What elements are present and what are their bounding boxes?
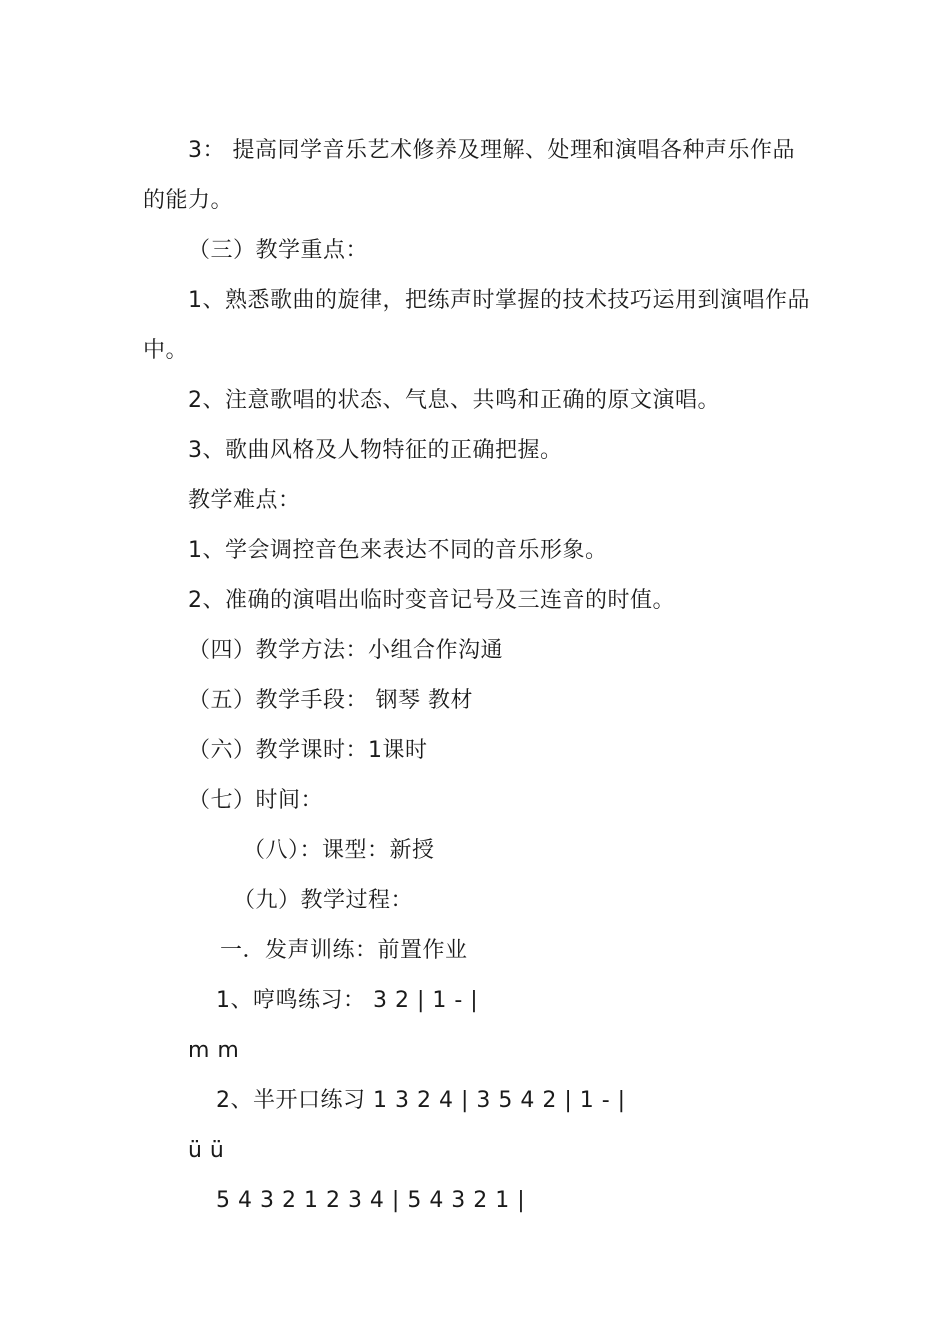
exercise-line: 5 4 3 2 1 2 3 4 | 5 4 3 2 1 |	[216, 1188, 526, 1213]
section-heading: （六）教学课时：1课时	[188, 738, 428, 763]
text-line: 1、学会调控音色来表达不同的音乐形象。	[188, 538, 608, 563]
section-heading: （四）教学方法：小组合作沟通	[188, 638, 504, 663]
section-heading: （八）：课型：新授	[243, 838, 435, 863]
text-line: 的能力。	[143, 188, 234, 213]
exercise-syllables: ü ü	[188, 1138, 225, 1163]
text-line: 3、歌曲风格及人物特征的正确把握。	[188, 438, 563, 463]
exercise-line: 2、半开口练习 1 3 2 4 | 3 5 4 2 | 1 - |	[216, 1088, 626, 1113]
text-line: 2、注意歌唱的状态、气息、共鸣和正确的原文演唱。	[188, 388, 720, 413]
subsection-heading: 一．发声训练：前置作业	[220, 938, 468, 963]
text-line: 3： 提高同学音乐艺术修养及理解、处理和演唱各种声乐作品	[188, 138, 795, 163]
section-heading: （三）教学重点：	[188, 238, 369, 263]
text-line: 中。	[143, 338, 189, 363]
exercise-line: 1、哼鸣练习： 3 2 | 1 - |	[216, 988, 479, 1013]
section-heading: （五）教学手段： 钢琴 教材	[188, 688, 473, 713]
section-heading: （七）时间：	[188, 788, 324, 813]
text-line: 2、准确的演唱出临时变音记号及三连音的时值。	[188, 588, 675, 613]
section-heading: （九）教学过程：	[233, 888, 414, 913]
text-line: 1、熟悉歌曲的旋律，把练声时掌握的技术技巧运用到演唱作品	[188, 288, 810, 313]
exercise-syllables: m m	[188, 1038, 240, 1063]
section-heading: 教学难点：	[188, 488, 301, 513]
